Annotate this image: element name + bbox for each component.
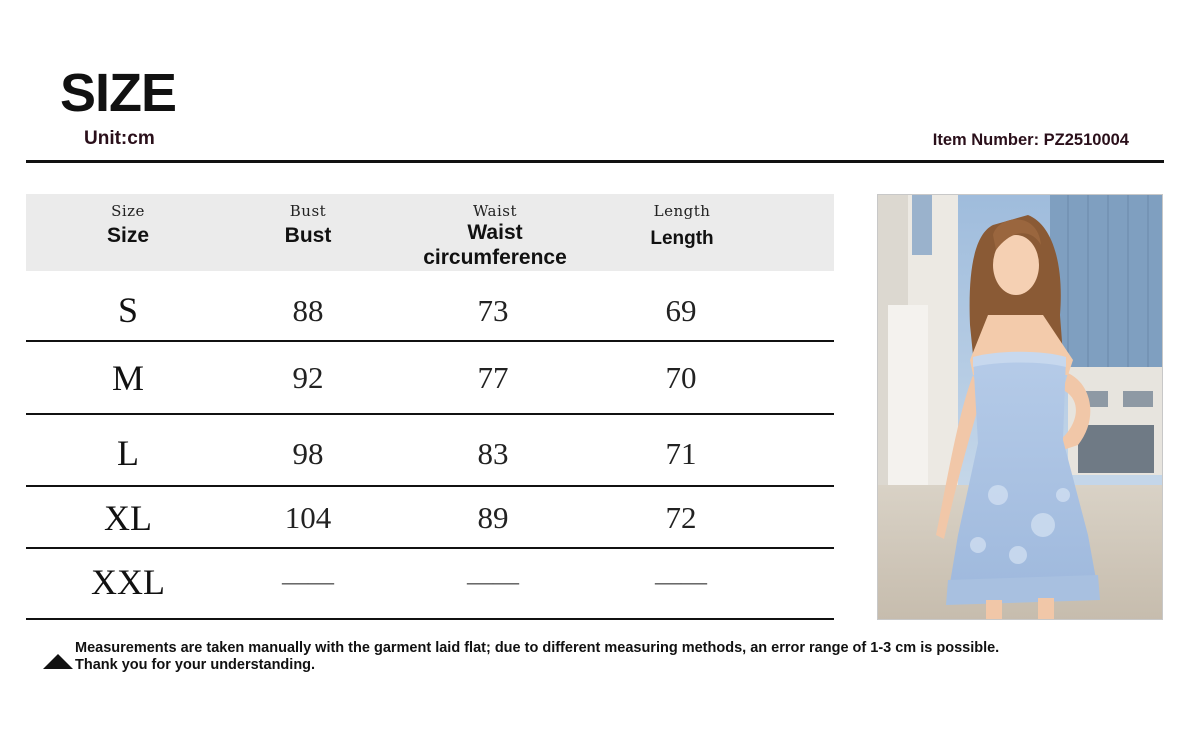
note-line-2: Thank you for your understanding. [75,657,316,673]
table-row [26,342,834,415]
header-bust-small: Bust [289,202,327,220]
table-row [26,549,834,620]
header-bust [285,194,332,271]
header-size-big: Size [106,224,150,247]
cell-bust: 92 [292,360,324,395]
table-row [26,487,834,549]
cell-size: L [117,433,139,473]
cell-size: S [117,290,139,330]
header-bust-big: Bust [284,224,332,247]
cell-bust: —— [282,567,334,596]
cell-length: 70 [665,360,697,395]
table-row [26,271,834,342]
cell-size: XXL [91,562,165,602]
header-length-big: Length [650,228,714,249]
cell-waist: 73 [477,293,509,328]
cell-length: 72 [665,500,697,535]
header-size [107,194,149,271]
measurement-note [75,640,999,674]
header-waist-big-line1: Waist [467,221,523,244]
size-title: SIZE [60,63,177,123]
header-length-small: Length [653,202,711,220]
header-waist-small: Waist [472,202,518,220]
cell-size: XL [104,498,152,538]
header-size-small: Size [111,202,145,220]
header-length [650,194,713,271]
cell-bust: 104 [284,500,332,535]
table-row [26,415,834,487]
unit-label: Unit:cm [84,128,155,149]
cell-bust: 88 [292,293,324,328]
table-header [26,194,834,271]
cell-waist: 77 [477,360,509,395]
cell-size: M [111,358,145,398]
header-waist [423,194,567,271]
cell-length: —— [655,567,707,596]
cell-bust: 98 [292,436,324,471]
cell-waist: —— [467,567,519,596]
item-number: Item Number: PZ2510004 [932,131,1129,149]
row-divider [26,618,834,620]
warning-triangle-icon [43,654,73,669]
model-photo [877,194,1163,620]
cell-waist: 83 [477,436,509,471]
cell-length: 71 [665,436,697,471]
header-divider [26,160,1164,163]
cell-length: 69 [665,293,697,328]
size-chart-table [26,194,834,602]
cell-waist: 89 [477,500,509,535]
note-line-1: Measurements are taken manually with the garment laid flat; due to different measuring methods, an error range of 1-3 cm is possible. [75,640,1000,656]
header-waist-big-line2: circumference [423,246,567,269]
